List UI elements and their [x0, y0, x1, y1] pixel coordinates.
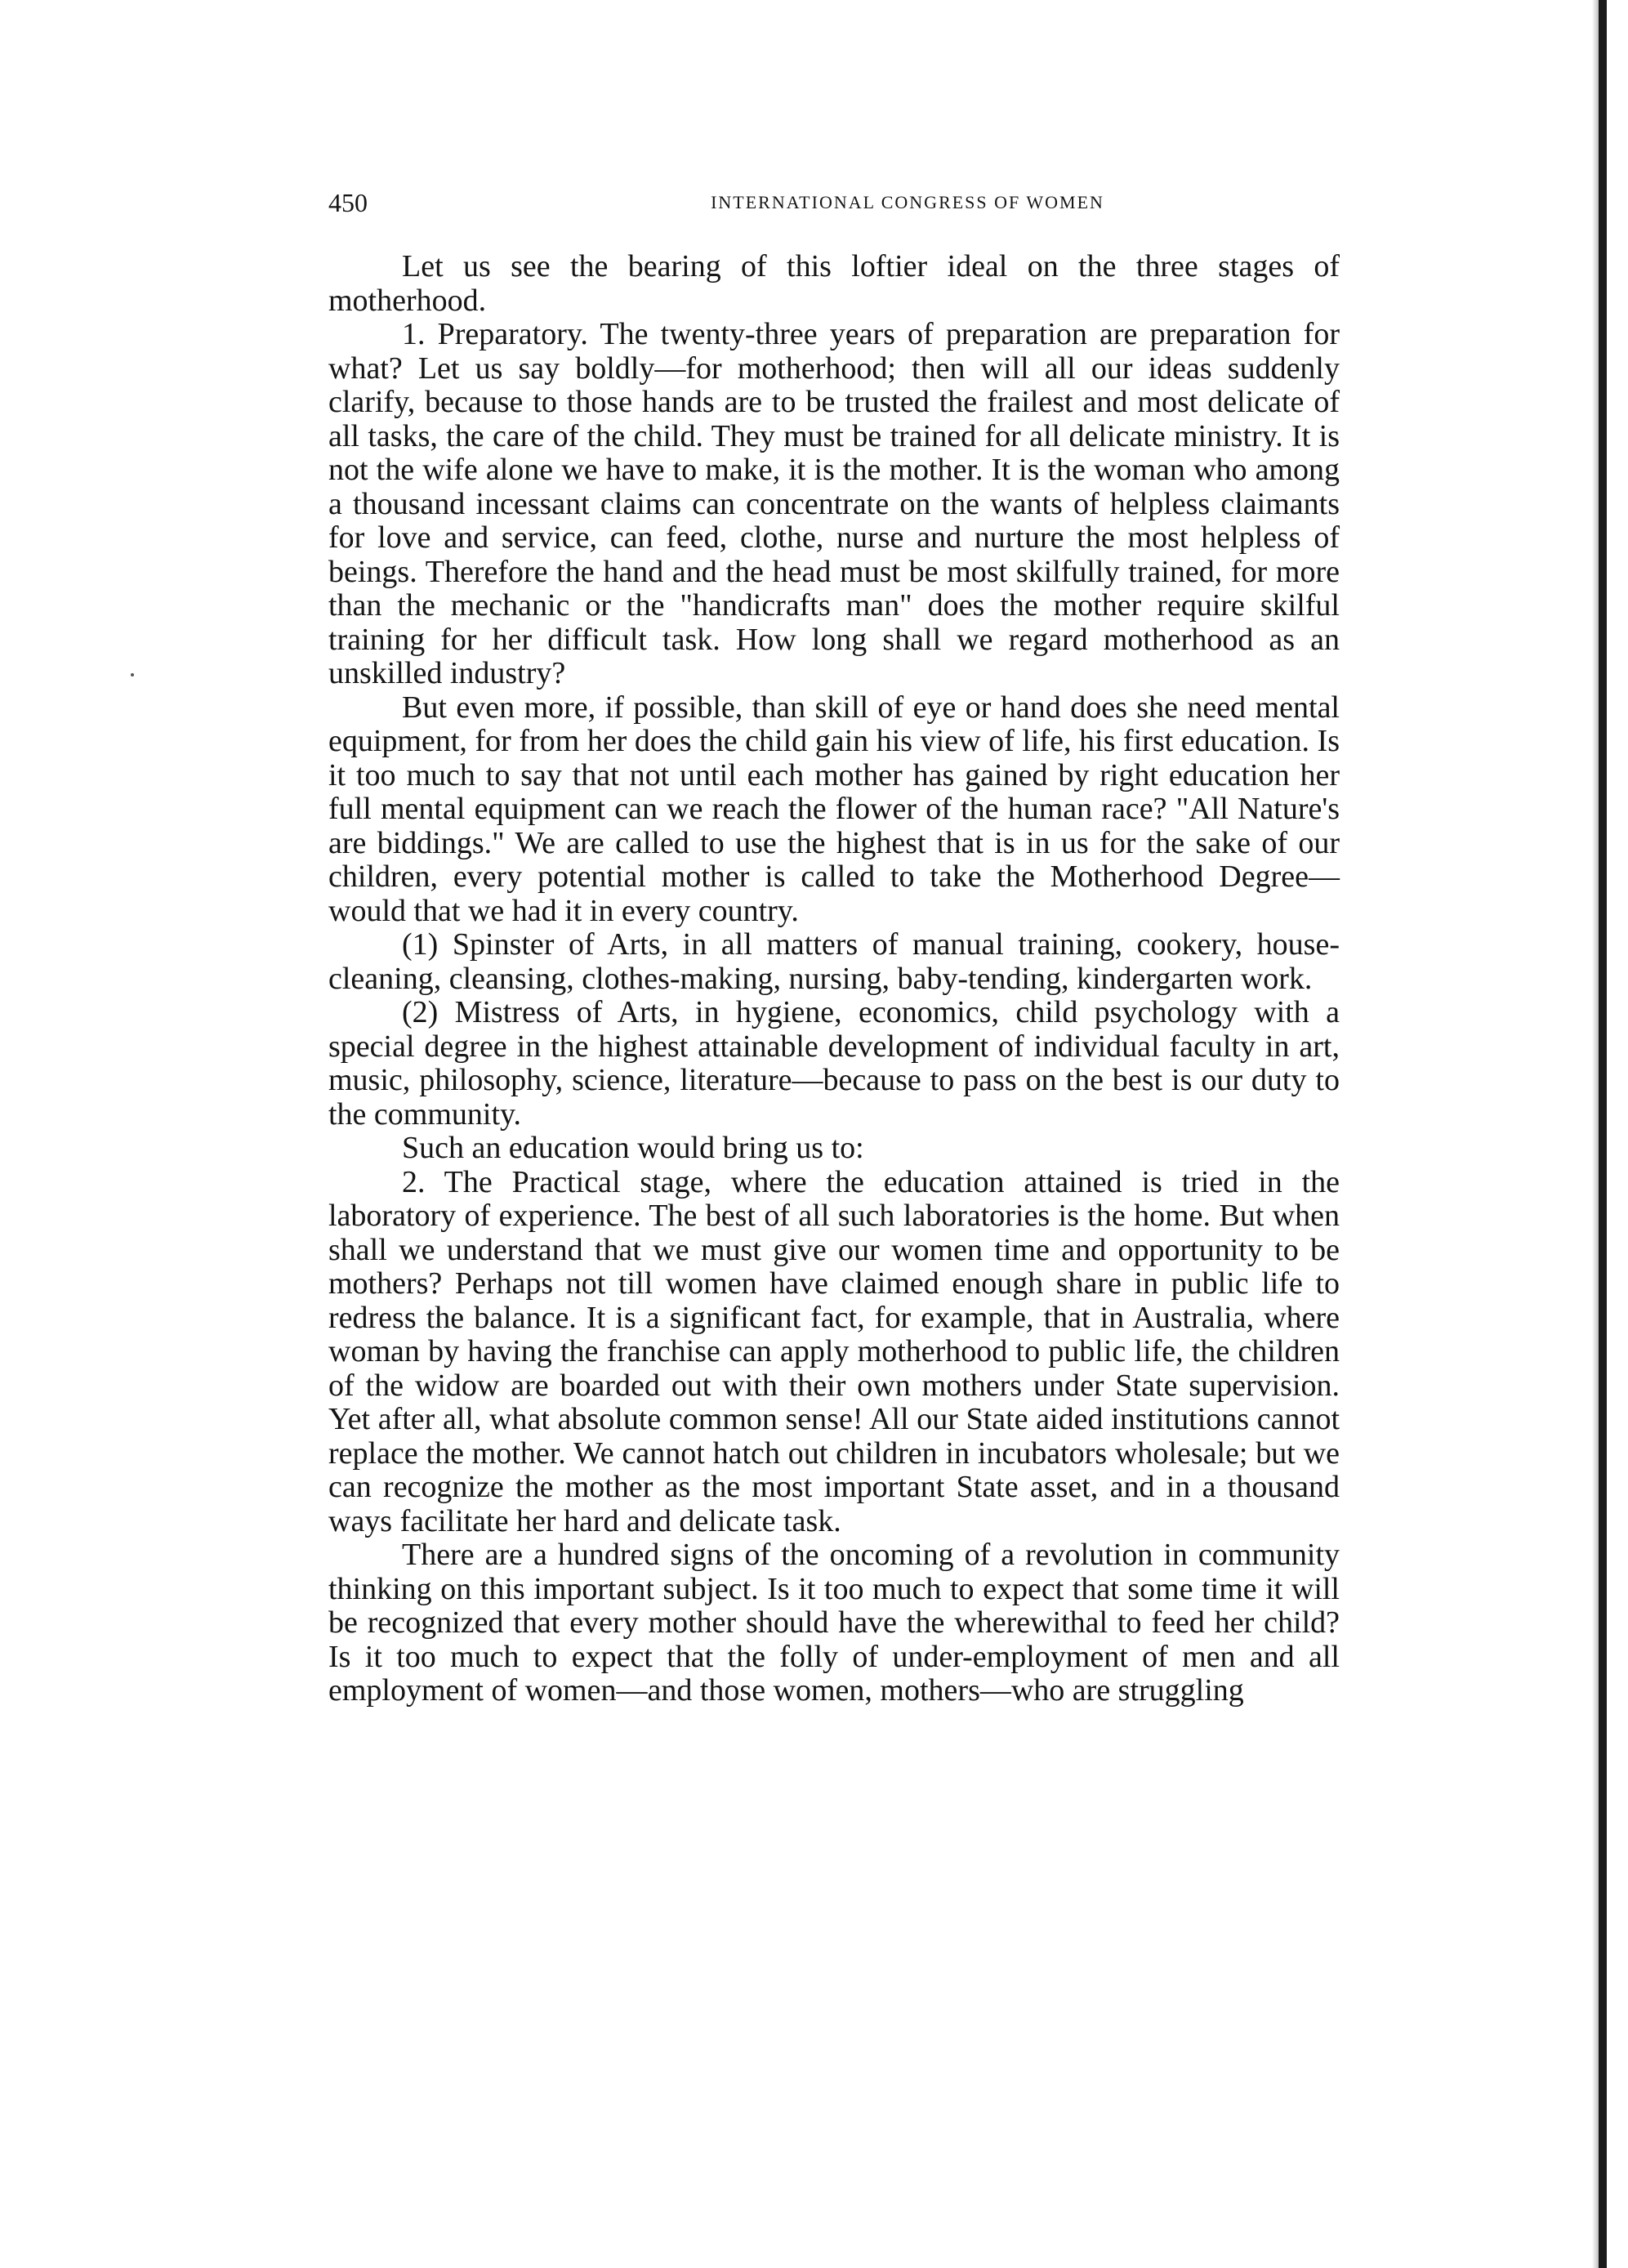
page-header — [328, 186, 1340, 219]
running-head: INTERNATIONAL CONGRESS OF WOMEN — [711, 192, 1104, 212]
paragraph: Let us see the bearing of this loftier ideal on the three stages of motherhood. — [328, 249, 1340, 318]
page-number: 450 — [328, 188, 368, 217]
paragraph: 1. Preparatory. The twenty-three years of preparation are preparation for what? Let us say boldly—for motherhood; then will all our ideas suddenly clarify, because to those hands are to be trusted the frailest and most delicate of all tasks, the care of the child. They must be trained for all delicate ministry. It is not the wife alone we have to make, it is the mother. It is the woman who among a thousand incessant claims can concentrate on the wants of helpless claimants for love and service, can feed, clothe, nurse and nurture the most helpless of beings. Therefore the hand and the head must be most skilfully trained, for more than the mechanic or the "handicrafts man" does the mother require skilful training for her difficult task. How long shall we regard motherhood as an unskilled industry? — [328, 317, 1340, 690]
scan-speck — [131, 673, 134, 676]
paragraph: 2. The Practical stage, where the education attained is tried in the laboratory of experience. The best of all such laboratories is the home. But when shall we understand that we must give our women time and opportunity to be mothers? Perhaps not till women have claimed enough share in public life to redress the balance. It is a significant fact, for example, that in Australia, where woman by having the franchise can apply motherhood to public life, the children of the widow are boarded out with their own mothers under State supervision. Yet after all, what absolute common sense! All our State aided institutions cannot replace the mother. We cannot hatch out children in incubators wholesale; but we can recognize the mother as the most important State asset, and in a thousand ways facilitate her hard and delicate task. — [328, 1164, 1340, 1538]
paragraph: There are a hundred signs of the oncoming of a revolution in community thinking on this important subject. Is it too much to expect that some time it will be recognized that every mother should have the wherewithal to feed her child? Is it too much to expect that the folly of under-employment of men and all employment of women—and those women, mothers—who are struggling — [328, 1538, 1340, 1708]
binding-edge-shadow — [1599, 0, 1607, 2268]
paragraph: (1) Spinster of Arts, in all matters of manual training, cookery, house-cleaning, cleansing, clothes-making, nursing, baby-tending, kindergarten work. — [328, 927, 1340, 996]
paragraph: But even more, if possible, than skill of eye or hand does she need mental equipment, for from her does the child gain his view of life, his first education. Is it too much to say that not until each mother has gained by right education her full mental equipment can we reach the flower of the human race? "All Nature's are biddings." We are called to use the highest that is in us for the sake of our children, every potential mother is called to take the Motherhood Degree—would that we had it in every country. — [328, 690, 1340, 928]
paragraph: (2) Mistress of Arts, in hygiene, economics, child psychology with a special degree in the highest attainable development of individual faculty in art, music, philosophy, science, literature—because to pass on the best is our duty to the community. — [328, 995, 1340, 1132]
paragraph: Such an education would bring us to: — [402, 1131, 864, 1165]
body-text — [328, 250, 1340, 1708]
